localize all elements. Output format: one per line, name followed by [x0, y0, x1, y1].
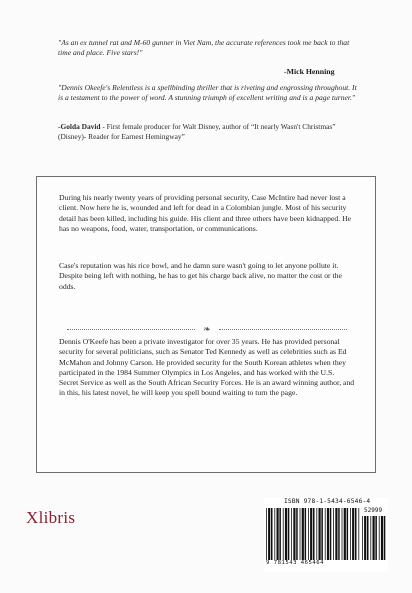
- isbn-text: ISBN 978-1-5434-6546-4: [284, 498, 371, 505]
- author-bio: Dennis O'Keefe has been a private investigator for over 35 years. He has provided personal security for several politicians, such as Senator Ted Kennedy as well as celebrities such as Ed McMahon and Johnny Carson. He provided security for the South Korean athletes when they participated in the 1984 Summer Olympics in Los Angeles, and has worked with the U.S. Secret Service as well as the South African Security Forces. He is an award winning author, and in this, his latest novel, he will keep you spell bound waiting to turn the page.: [59, 337, 355, 398]
- publisher-name: Xlibris: [26, 508, 76, 527]
- synopsis-paragraph-2: Case's reputation was his rice bowl, and he damn sure wasn't going to let anyone pollute it. Despite being left with nothing, he has to get his charge back alive, no matter the cost or the odds.: [59, 261, 342, 291]
- price-code: 52999: [364, 507, 383, 514]
- isbn-barcode: [264, 498, 388, 572]
- review-quote-2: "Dennis Okeefe's Relentless is a spellbinding thriller that is riveting and engrossing throughout. It is a testament to the power of word. A stunning triumph of excellent writing and is a page turner.": [58, 83, 357, 103]
- review-author-2: -Golda David: [58, 122, 101, 131]
- review-attribution-2: [58, 122, 358, 142]
- barcode-bars-main: [266, 508, 360, 560]
- synopsis-box: [36, 176, 376, 473]
- divider-line-right: [219, 329, 347, 330]
- review-quote-1: "As an ex tunnel rat and M-60 gunner in Viet Nam, the accurate references took me back to that time and place. Five stars!": [58, 38, 350, 58]
- review-author-2-description: - First female producer for Walt Disney, author of “It nearly Wasn't Christmas” (Disney)- Reader for Earnest Hemingway”: [58, 122, 336, 141]
- divider-line-left: [67, 329, 195, 330]
- fleuron-icon: ❧: [203, 324, 211, 334]
- review-author-1: -Mick Henning: [284, 67, 335, 76]
- barcode-bars-price: [362, 516, 386, 560]
- synopsis-paragraph-1: During his nearly twenty years of providing personal security, Case McIntire had never lost a client. Now here he is, wounded and left for dead in a Colombian jungle. Most of his security detail has been killed, including his guide. His client and three others have been kidnapped. He has no weapons, food, water, transportation, or communications.: [59, 193, 352, 233]
- ornament-divider: [67, 324, 347, 334]
- barcode-number: 9 781543 465464: [266, 560, 325, 566]
- publisher-logo: [26, 508, 75, 528]
